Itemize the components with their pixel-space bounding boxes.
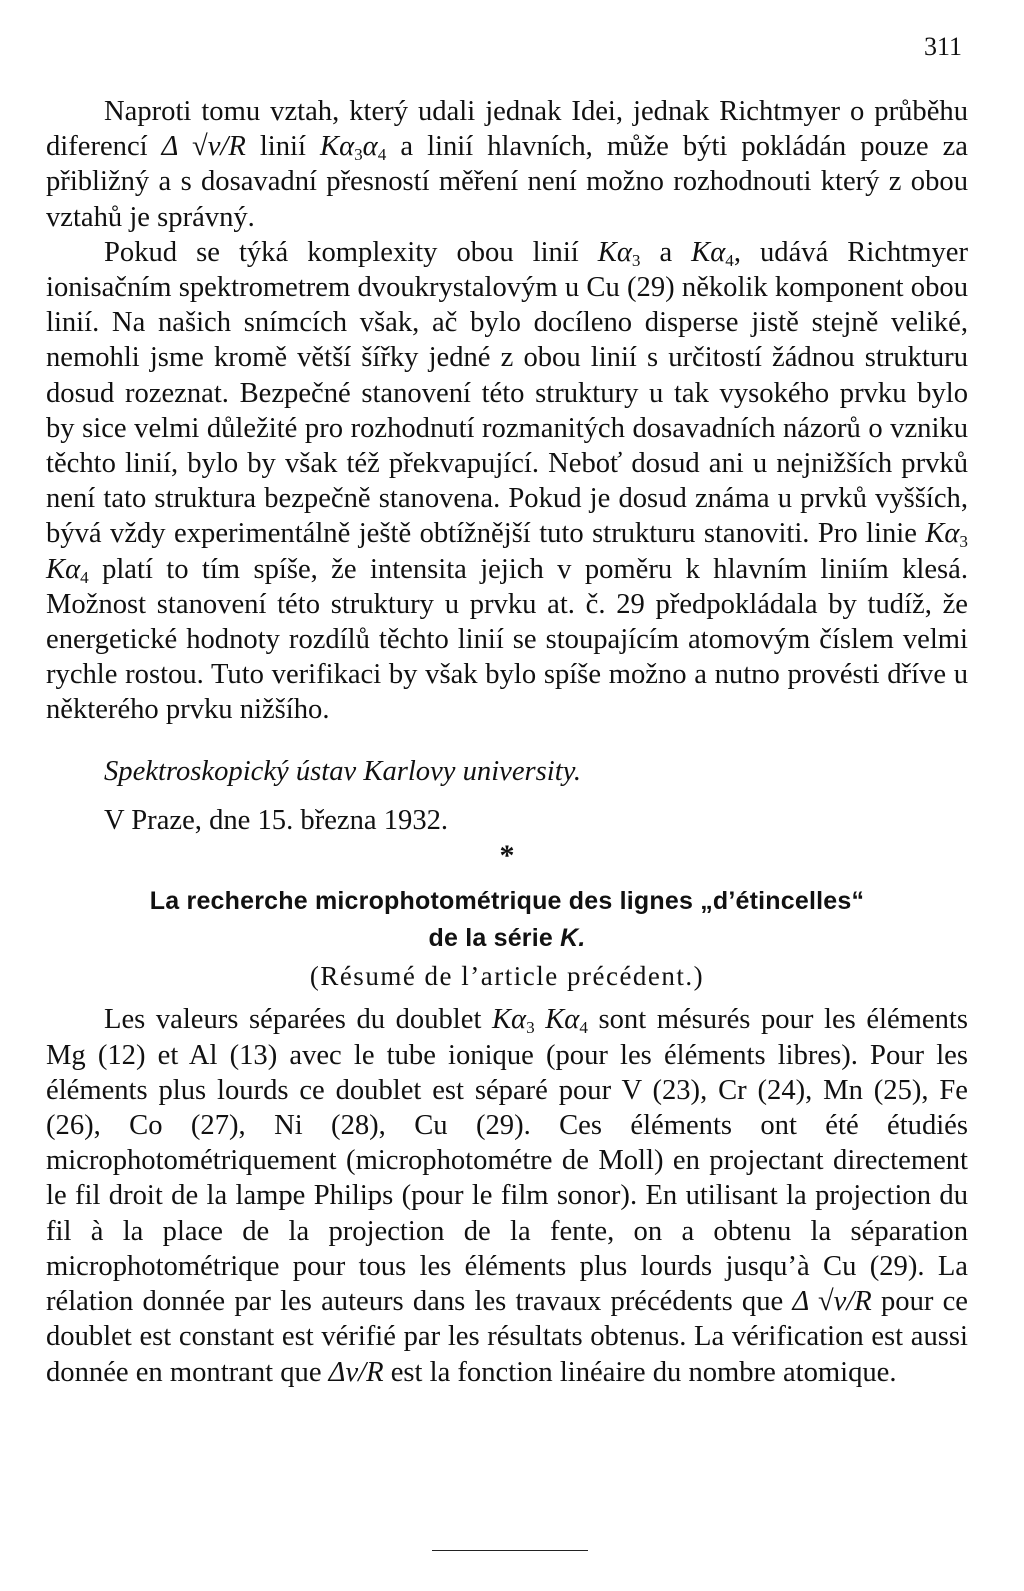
french-paragraph-segment: Δν/R	[328, 1356, 384, 1388]
french-title-series-k: K.	[560, 924, 586, 953]
french-paragraph-segment: sont mésurés pour les éléments Mg (12) et Al (13) avec le tube ionique (pour les éléments libres). Pour les éléments plus lourds ce doublet est séparé pour V (23), Cr (24), Mn (25), Fe (26), Co (27), Ni (28), Cu (29). Ces éléments ont été étudiés microphotométriquement (microphotométre de Moll) en projectant directement le fil droit de la lampe Philips (pour le film sonor). En utilisant la projection du fil à la place de la projection de la fente, on a obtenu la séparation microphotométrique pour tous les éléments plus lourds jusqu’à Cu (29). La rélation donnée par les auteurs dans les travaux précédents que	[46, 1004, 968, 1318]
czech-paragraph-2-segment: platí to tím spíše, že intensita jejich v poměru k hlavním liniím klesá. Možnost stanovení této struktury u prvku at. č. 29 předpokládala by tudíž, že energetické hodnoty rozdílů těchto linií se stoupajícím atomovým číslem velmi rychle rostou. Tuto verifikaci by však bylo spíše možno a nutno provésti dříve u některého prvku nižšího.	[46, 553, 968, 726]
dateline: V Praze, dne 15. března 1932.	[104, 804, 449, 836]
czech-paragraph-2-segment: Pokud se týká komplexity obou linií	[104, 236, 598, 268]
french-paragraph-segment: pour ce doublet est constant est vérifié par les résultats obtenus. La vérification est aussi donnée en montrant que	[46, 1286, 968, 1388]
french-paragraph-segment: est la fonction linéaire du nombre atomique.	[383, 1356, 897, 1388]
french-paragraph-segment	[535, 1004, 546, 1035]
czech-paragraph-1-segment: linií	[245, 131, 320, 163]
french-subtitle: (Résumé de l’article précédent.)	[309, 961, 705, 992]
czech-paragraph-1-segment: Naproti tomu vztah, který udali jednak Idei, jednak Richtmyer o průběhu diferencí	[46, 96, 968, 163]
french-title-line-2-text: de la série	[428, 924, 561, 953]
czech-paragraph-2-segment: , udává Richtmyer ionisačním spektrometrem dvoukrystalovým u Cu (29) několik komponent obou linií. Na našich snímcích však, ač bylo docíleno disperse jistě stejně veliké, nemohli jsme kromě větší šířky jedné z obou linií s určitostí žádnou strukturu dosud rozeznat. Bezpečné stanovení této struktury u tak vysokého prvku bylo by sice velmi důležité pro rozhodnutí rozmanitých dosavadních názorů o vzniku těchto linií, bylo by však též překvapující. Neboť dosud ani u nejnižších prvků není tato struktura bezpečně stanovena. Pokud je dosud známa u prvků vyšších, bývá vždy experimentálně ještě obtížnější tuto strukturu stanoviti. Pro linie	[46, 236, 968, 550]
french-paragraph-segment: 3	[526, 1018, 535, 1038]
french-paragraph	[46, 1002, 968, 1389]
article-body	[46, 94, 968, 1390]
czech-paragraph-1-segment: α	[362, 131, 378, 163]
czech-paragraph-2-segment: Kα	[925, 518, 960, 550]
section-separator: *	[499, 839, 515, 873]
czech-paragraph-2-segment: 4	[725, 250, 734, 270]
french-paragraph-segment: Kα	[545, 1004, 580, 1036]
czech-paragraph-1-segment: Kα	[320, 131, 355, 163]
page-number: 311	[923, 32, 962, 61]
french-paragraph-segment: Les valeurs séparées du doublet	[104, 1004, 492, 1036]
czech-paragraph-2-segment: Kα	[691, 236, 726, 268]
french-paragraph-segment: 4	[579, 1018, 588, 1038]
french-paragraph-segment: Kα	[491, 1004, 527, 1036]
czech-paragraph-1-segment: Δ √ν/R	[161, 131, 246, 163]
affiliation: Spektroskopický ústav Karlovy university.	[104, 755, 581, 787]
czech-paragraph-2	[46, 235, 968, 728]
czech-paragraph-1	[46, 94, 968, 235]
french-title-line-2	[46, 920, 968, 957]
czech-paragraph-2-segment: 3	[631, 250, 641, 270]
french-title	[46, 883, 968, 957]
czech-paragraph-2-segment: 3	[959, 532, 968, 552]
czech-paragraph-2-segment: Kα	[597, 236, 632, 268]
footer-rule	[432, 1550, 588, 1551]
czech-paragraph-2-segment: 4	[80, 567, 89, 587]
czech-paragraph-1-segment: 4	[377, 145, 387, 165]
czech-paragraph-1-segment: a linií hlavních, může býti pokládán pouze za přibližný a s dosavadní přesností měření není možno rozhodnouti který z obou vztahů je správný.	[46, 131, 968, 233]
czech-paragraph-2-segment: a	[640, 236, 692, 268]
french-paragraph-segment: Δ √ν/R	[792, 1286, 872, 1318]
czech-paragraph-2-segment: Kα	[46, 553, 81, 585]
czech-paragraph-1-segment: 3	[354, 145, 363, 165]
french-title-line-1: La recherche microphotométrique des lignes „d’étincelles“	[149, 887, 865, 916]
